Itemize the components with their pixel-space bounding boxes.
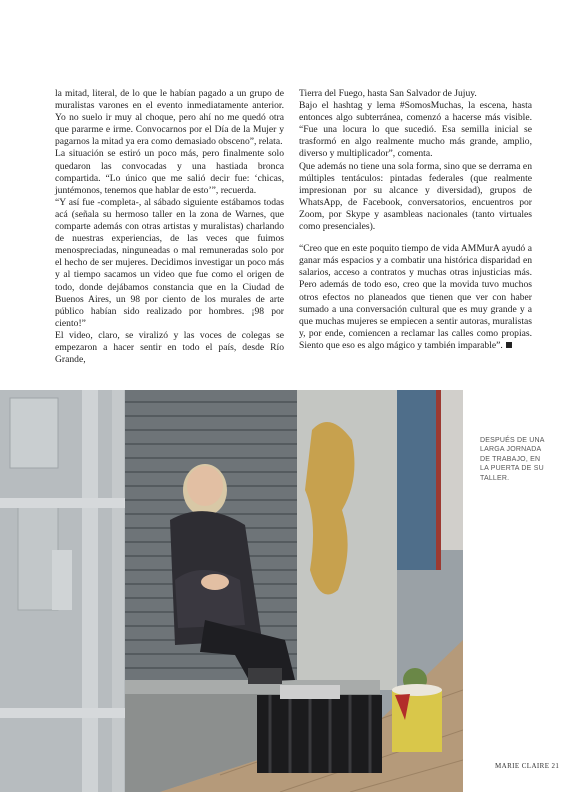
article-paragraph: Que además no tiene una sola forma, sino que se derrama en múltiples tentáculos: pintadas federales (que realmente impresionan por su alcance y diversidad), grupos de WhatsApp, de Facebook, conversatorios, encuentros por Zoom, por Skype y asambleas nacionales (tanto virtuales como presenciales). [299,160,532,233]
photo-illustration [0,390,463,792]
article-photo [0,390,463,792]
article-paragraph: Bajo el hashtag y lema #SomosMuchas, la escena, hasta entonces algo subterránea, comenzó a hacerse más visible. “Fue una locura lo que sucedió. Esa semilla inicial se trasformó en algo realmente mucho más grande, amplio, diverso y multiplicador”, comenta. [299,100,532,160]
article-paragraph: Tierra del Fuego, hasta San Salvador de Jujuy. [299,88,477,99]
article-column-left [55,88,284,366]
article-paragraph: la mitad, literal, de lo que le habían pagado a un grupo de muralistas varones en el evento inmediatamente anterior. Yo no suelo ir muy al choque, pero ahí no me quedó otra que pararme e irme. Convocarnos por el Día de la Mujer y pagarnos la mitad ya era como demasiado obsceno”, relata. [55,88,284,148]
article-column-right [299,88,532,352]
photo-caption: DESPUÉS DE UNA LARGA JORNADA DE TRABAJO, EN LA PUERTA DE SU TALLER. [480,437,545,482]
page-folio: MARIE CLAIRE 21 [495,762,560,770]
quote-text: “Creo que en este poquito tiempo de vida AMMurA ayudó a ganar más espacios y a combatir una histórica disparidad en salarios, acceso a contratos y muchas otras injusticias más. Pero además de todo eso, creo que la movida tuvo muchos otros efectos no planeados que tienen que ver con haber sumado a una conversación cultural que es muy grande y a que muchas mujeres se empiecen a sentir autoras, muralistas y, por ende, comiencen a reclamar las calles como propias. Siento que eso es algo mágico y también imparable”. [299,243,532,351]
end-of-article-mark [506,342,512,348]
article-paragraph: La situación se estiró un poco más, pero finalmente solo quedaron las convocadas y una hastiada bronca compartida. “Lo único que me salió decir fue: ‘chicas, juntémonos, tenemos que hablar de esto’”, recuerda. [55,148,284,196]
article-paragraph: El video, claro, se viralizó y las voces de colegas se empezaron a hacer sentir en todo el país, desde Río Grande, [55,329,284,366]
article-paragraph: “Y así fue -completa-, al sábado siguiente estábamos todas acá (señala su hermoso taller en la zona de Warnes, que comparte además con otras artistas y muralistas) charlando de nuestras experiencias, de las veces que fuimos menospreciadas, ninguneadas o mal remuneradas solo por el hecho de ser mujeres. Decidimos investigar un poco más y al tiempo sacamos un video que fue como el origen de todo, donde dejábamos constancia que en la Ciudad de Buenos Aires, un 98 por ciento de los murales de arte público habían sido realizado por hombres. ¡98 por ciento!” [55,196,284,329]
paragraph-gap [299,233,532,243]
pull-quote [299,243,532,352]
